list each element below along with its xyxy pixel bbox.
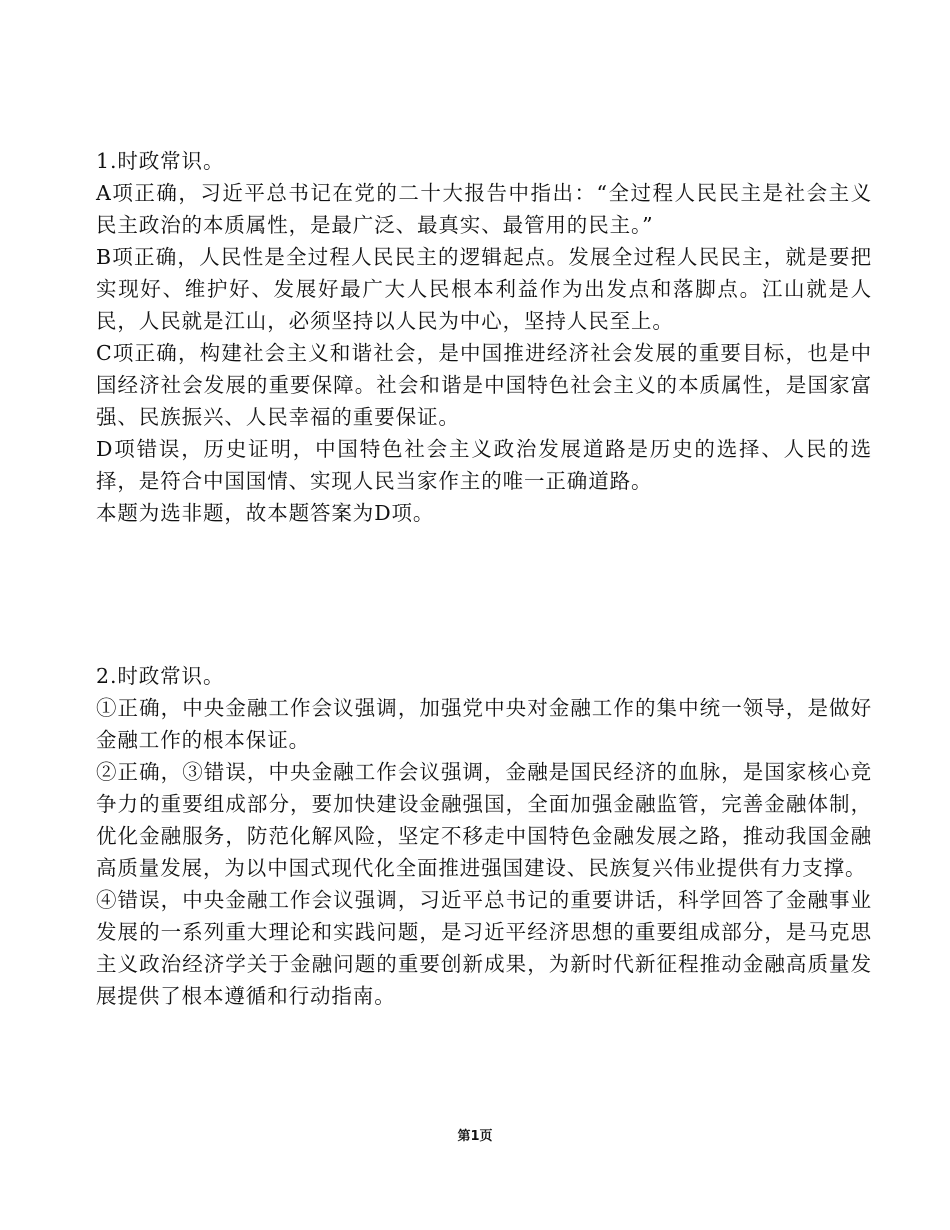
statement-2-3-explanation: ②正确，③错误，中央金融工作会议强调，金融是国民经济的血脉，是国家核心竞争力的重要组成部分，要加快建设金融强国，全面加强金融监管，完善金融体制，优化金融服务，防范化解风险，坚定不移走中国特色金融发展之路，推动我国金融高质量发展，为以中国式现代化全面推进强国建设、民族复兴伟业提供有力支撑。 [96,760,872,880]
statement-4-explanation: ④错误，中央金融工作会议强调，习近平总书记的重要讲话，科学回答了金融事业发展的一系列重大理论和实践问题，是习近平经济思想的重要组成部分，是马克思主义政治经济学关于金融问题的重要创新成果，为新时代新征程推动金融高质量发展提供了根本遵循和行动指南。 [96,888,872,1008]
option-b-explanation: B项正确，人民性是全过程人民民主的逻辑起点。发展全过程人民民主，就是要把实现好、维护好、发展好最广大人民根本利益作为出发点和落脚点。江山就是人民，人民就是江山，必须坚持以人民为中心，坚持人民至上。 [96,245,872,333]
question-1-answer: 本题为选非题，故本题答案为D项。 [96,501,435,525]
question-1-explanation [96,145,872,529]
question-2-explanation [96,660,872,1012]
option-d-explanation: D项错误，历史证明，中国特色社会主义政治发展道路是历史的选择、人民的选择，是符合中国国情、实现人民当家作主的唯一正确道路。 [96,437,872,493]
question-2-heading: 2.时政常识。 [96,664,225,688]
option-c-explanation: C项正确，构建社会主义和谐社会，是中国推进经济社会发展的重要目标，也是中国经济社会发展的重要保障。社会和谐是中国特色社会主义的本质属性，是国家富强、民族振兴、人民幸福的重要保证。 [96,341,872,429]
option-a-explanation: A项正确，习近平总书记在党的二十大报告中指出：“全过程人民民主是社会主义民主政治的本质属性，是最广泛、最真实、最管用的民主。” [96,181,872,237]
page-number: 第1页 [457,1129,493,1144]
question-1-heading: 1.时政常识。 [96,149,225,173]
statement-1-explanation: ①正确，中央金融工作会议强调，加强党中央对金融工作的集中统一领导，是做好金融工作的根本保证。 [96,696,872,752]
